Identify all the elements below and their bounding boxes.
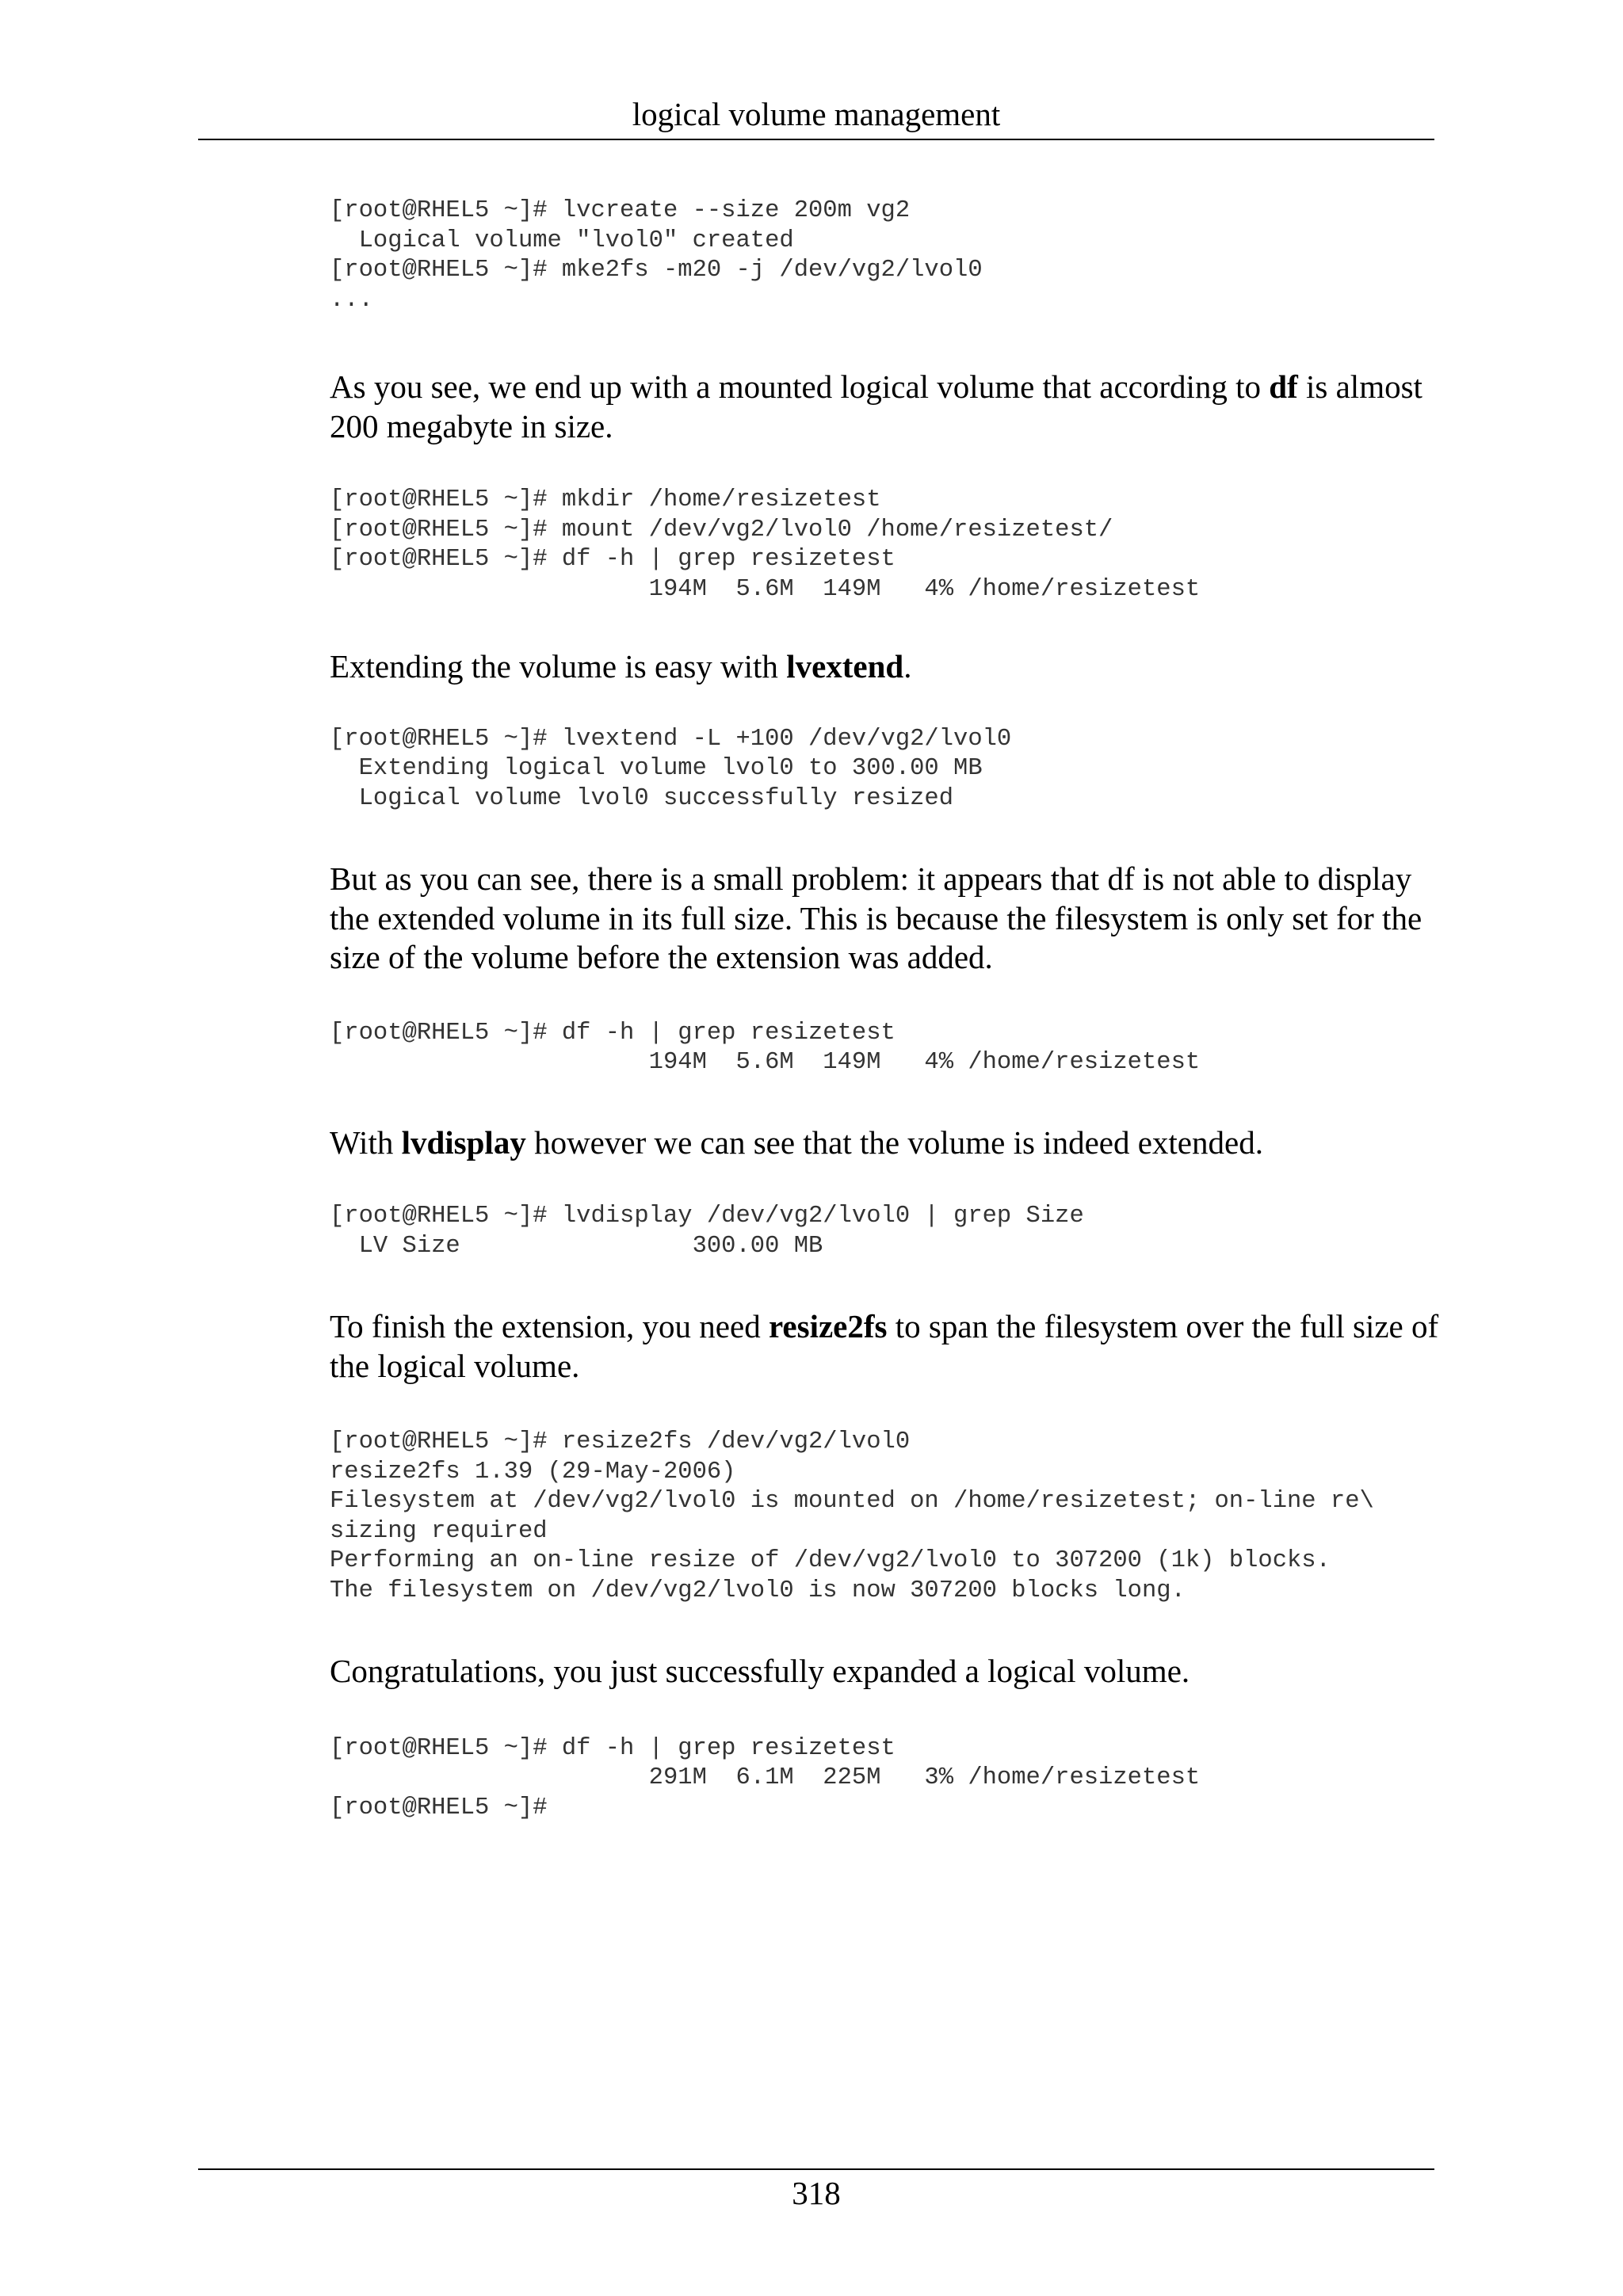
command-name: lvdisplay	[401, 1123, 526, 1161]
paragraph-congratulations: Congratulations, you just successfully expanded a logical volume.	[330, 1653, 1190, 1689]
paragraph-lvdisplay	[330, 1123, 1439, 1163]
paragraph-text: is almost 200 megabyte in size.	[330, 368, 1423, 444]
command-name: lvextend	[786, 648, 904, 685]
paragraph-text: to span the filesystem over the full size of the logical volume.	[330, 1308, 1439, 1384]
paragraph-df-size	[330, 368, 1439, 446]
code-block-lvextend: [root@RHEL5 ~]# lvextend -L +100 /dev/vg2/lvol0 Extending logical volume lvol0 to 300.00 MB Logical volume lvol0 successfully resized	[330, 725, 1012, 812]
code-block-df-after: [root@RHEL5 ~]# df -h | grep resizetest 291M 6.1M 225M 3% /home/resizetest [root@RHEL5 ~]#	[330, 1734, 1201, 1821]
paragraph-resize2fs	[330, 1307, 1439, 1386]
page-number: 318	[792, 2175, 841, 2211]
command-name: resize2fs	[768, 1308, 888, 1344]
code-block-resize2fs: [root@RHEL5 ~]# resize2fs /dev/vg2/lvol0 resize2fs 1.39 (29-May-2006) Filesystem at /dev/vg2/lvol0 is mounted on /home/resizetest; on-line re\ sizing required Performing an on-line resize of /dev/vg2/lvol0 to 307200 (1k) blocks. The filesystem on /dev/vg2/lvol0 is now 307200 blocks long.	[330, 1428, 1374, 1604]
command-name: df	[1269, 368, 1298, 405]
page-content	[330, 196, 1439, 1823]
running-header: logical volume management	[632, 96, 1001, 132]
paragraph-small-problem: But as you can see, there is a small problem: it appears that df is not able to display the extended volume in its full size. This is because the filesystem is only set for the size of the volume before the extension was added.	[330, 860, 1423, 975]
code-block-mount: [root@RHEL5 ~]# mkdir /home/resizetest [root@RHEL5 ~]# mount /dev/vg2/lvol0 /home/resizetest/ [root@RHEL5 ~]# df -h | grep resizetest 194M 5.6M 149M 4% /home/resizetest	[330, 486, 1201, 603]
paragraph-text: .	[903, 648, 912, 685]
code-block-lvcreate: [root@RHEL5 ~]# lvcreate --size 200m vg2 Logical volume "lvol0" created [root@RHEL5 ~]# mke2fs -m20 -j /dev/vg2/lvol0 ...	[330, 197, 983, 314]
code-block-df-before: [root@RHEL5 ~]# df -h | grep resizetest 194M 5.6M 149M 4% /home/resizetest	[330, 1019, 1201, 1076]
paragraph-text: As you see, we end up with a mounted logical volume that according to	[330, 368, 1270, 405]
code-block-lvdisplay: [root@RHEL5 ~]# lvdisplay /dev/vg2/lvol0 | grep Size LV Size 300.00 MB	[330, 1203, 1084, 1260]
paragraph-lvextend	[330, 647, 1439, 687]
header-rule	[198, 139, 1434, 140]
footer-rule	[198, 2168, 1434, 2170]
paragraph-text: Extending the volume is easy with	[330, 648, 787, 685]
paragraph-text: With	[330, 1123, 402, 1161]
paragraph-text: however we can see that the volume is indeed extended.	[525, 1123, 1263, 1161]
paragraph-text: To finish the extension, you need	[330, 1308, 769, 1344]
